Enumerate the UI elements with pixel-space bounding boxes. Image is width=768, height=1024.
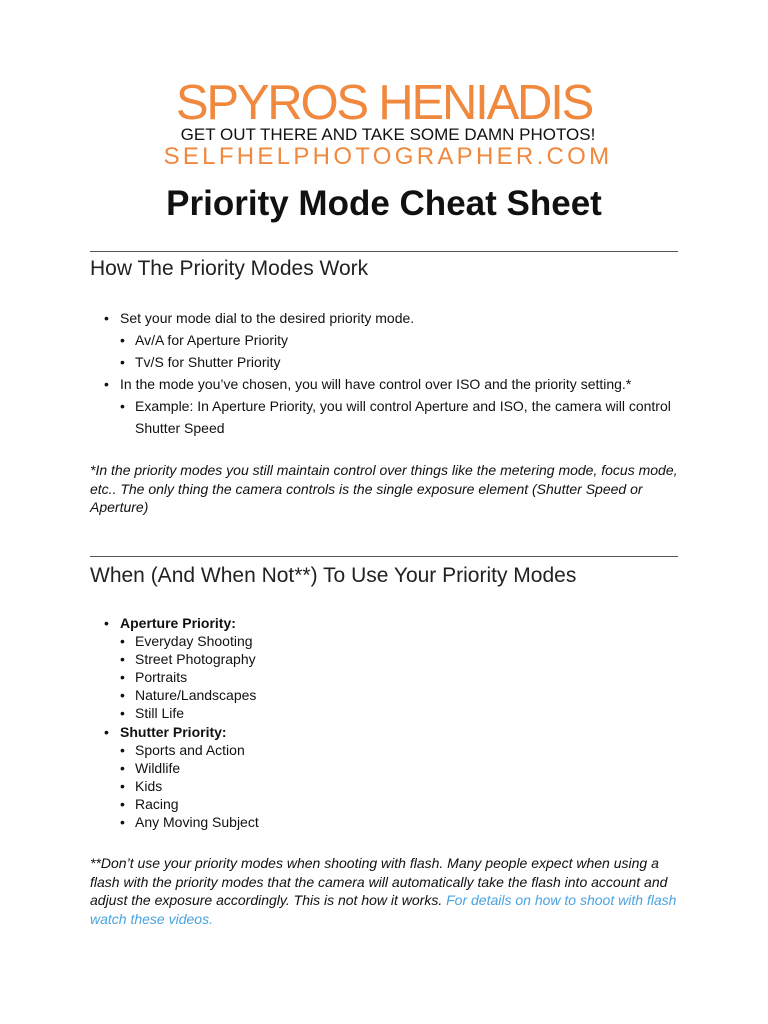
sub-list-item	[120, 395, 684, 439]
sub-list-item	[120, 329, 684, 351]
sub-list-item	[120, 741, 684, 759]
sub-list-item	[120, 813, 684, 831]
when-list	[104, 614, 684, 831]
list-item-text: Aperture Priority:	[120, 615, 236, 631]
sub-list-item	[120, 704, 684, 722]
sub-list-item-text: Racing	[135, 795, 179, 812]
sub-list-item-text: Still Life	[135, 705, 185, 722]
logo-url: SELFHELPHOTOGRAPHER.COM	[163, 143, 613, 170]
sub-list-item-text: Street Photography	[135, 651, 256, 668]
section-divider	[90, 251, 678, 252]
footnote-priority: *In the priority modes you still maintain control over things like the metering mode, focus mode, etc.. The only thing the camera controls is the single exposure element (Shutter Speed or Aperture)	[90, 462, 678, 515]
sub-list-item	[120, 686, 684, 704]
sub-list-item-text: Everyday Shooting	[135, 633, 253, 650]
list-item	[104, 373, 684, 439]
logo	[0, 78, 768, 170]
sub-list-item	[120, 650, 684, 668]
page-title: Priority Mode Cheat Sheet	[166, 184, 602, 223]
sub-list-item-text: Example: In Aperture Priority, you will control Aperture and ISO, the camera will control Shutter Speed	[135, 398, 671, 436]
section-heading-how: How The Priority Modes Work	[90, 257, 369, 280]
sub-list-item	[120, 632, 684, 650]
sub-list-item-text: Kids	[135, 777, 163, 794]
list-item-text: Shutter Priority:	[120, 723, 227, 740]
list-item	[104, 307, 684, 373]
sub-list-item-text: Sports and Action	[135, 741, 245, 758]
list-item	[104, 723, 684, 832]
sub-list-item-text: Any Moving Subject	[135, 814, 259, 831]
logo-tagline: GET OUT THERE AND TAKE SOME DAMN PHOTOS!	[180, 125, 596, 144]
sub-list-item-text: Tv/S for Shutter Priority	[135, 354, 281, 370]
sub-list-item	[120, 759, 684, 777]
sub-list-item	[120, 351, 684, 373]
list-item	[104, 614, 684, 723]
sub-list-item	[120, 668, 684, 686]
list-item-text: Set your mode dial to the desired priority mode.	[120, 310, 415, 326]
section-divider	[90, 556, 678, 557]
sub-list-item-text: Nature/Landscapes	[135, 687, 257, 704]
sub-list-item	[120, 777, 684, 795]
footnote-flash-text: **Don’t use your priority modes when shooting with flash. Many people expect when using a flash with the priority modes that the camera will automatically take the flash into account and adjust the exposure accordingly. This is not how it works.	[90, 855, 668, 908]
sub-list-item-text: Wildlife	[135, 759, 181, 776]
logo-name: SPYROS HENIADIS	[175, 76, 593, 130]
footnote-flash	[90, 854, 680, 928]
section-heading-when: When (And When Not**) To Use Your Priority Modes	[90, 564, 577, 587]
sub-list-item-text: Portraits	[135, 669, 188, 686]
sub-list-item	[120, 795, 684, 813]
flash-videos-link[interactable]: For details on how to shoot with flash watch these videos.	[90, 892, 677, 927]
how-list	[104, 307, 684, 439]
sub-list-item-text: Av/A for Aperture Priority	[135, 332, 289, 348]
list-item-text: In the mode you’ve chosen, you will have control over ISO and the priority setting.*	[120, 376, 632, 392]
